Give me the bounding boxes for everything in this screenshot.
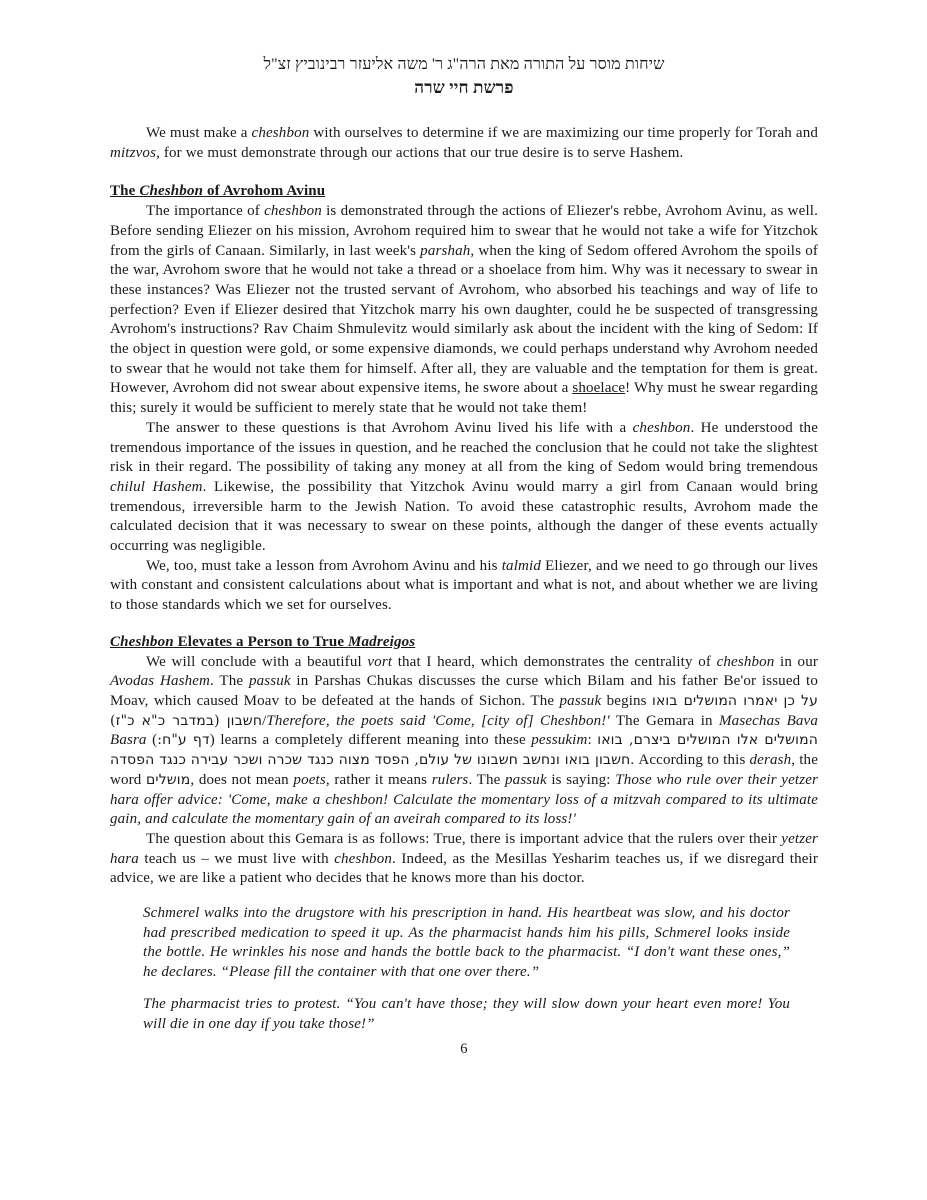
text-run: Masechas Bava Basra — [110, 712, 818, 749]
text-run: pessukim — [531, 732, 588, 749]
text-run: Cheshbon — [110, 633, 174, 650]
text-run: The importance of — [146, 203, 265, 220]
text-run: ! Why must he swear regarding this; surely it would be sufficient to merely state that he would not take them! — [110, 380, 819, 417]
text-run: parshah — [420, 242, 471, 259]
text-run: The — [110, 183, 140, 200]
paragraph-lesson-from-avrohom — [110, 557, 818, 616]
text-run: The pharmacist tries to protest. “You can't have those; they will slow down your heart even more! You will die in one day if you take those!” — [143, 995, 790, 1032]
text-run: poets — [293, 771, 326, 788]
text-run: is demonstrated through the actions of Eliezer's rebbe, Avrohom Avinu, as well. Before sending Eliezer on his mission, Avrohom required him to swear that he would not take a wife for Yitzchok from the girls of Canaan. Similarly, in last week's — [110, 203, 818, 259]
text-run: cheshbon — [716, 653, 775, 670]
text-run: Those who rule over their yetzer hara offer advice: 'Come, make a cheshbon! Calculate the momentary loss of a mitzvah compared to its ultimate gain, and calculate the momentary gain of an aveirah compared to its loss!' — [110, 771, 819, 828]
text-run: teach us – we must live with — [138, 850, 335, 867]
paragraph-answer-to-questions — [110, 419, 818, 557]
text-run: shoelace — [572, 380, 626, 397]
text-run: We must make a — [146, 125, 252, 141]
document-header — [110, 53, 818, 100]
text-run: ( — [146, 732, 158, 749]
text-run: with ourselves to determine if we are maximizing our time properly for Torah and — [309, 125, 818, 141]
paragraph-vort-parshas-chukas — [110, 653, 818, 830]
text-run: talmid — [501, 557, 541, 574]
text-run: cheshbon — [251, 125, 310, 141]
text-run: rulers — [431, 771, 469, 788]
text-run: Elevates a Person to True — [173, 633, 349, 650]
text-run: mitzvos — [110, 144, 157, 161]
text-run: , rather it means — [325, 771, 432, 788]
text-run: The question about this Gemara is as follows: True, there is important advice that the rulers over their — [146, 830, 782, 847]
text-run: , does not mean — [190, 771, 294, 788]
text-run: The Gemara in — [609, 712, 720, 729]
text-run: passuk — [559, 692, 602, 709]
text-run: is saying: — [546, 771, 616, 788]
text-run: cheshbon — [632, 419, 691, 436]
text-run: ) learns a completely different meaning into these — [209, 732, 532, 749]
text-run: Madreigos — [348, 633, 416, 650]
text-run: Therefore, the poets said 'Come, [city of] Cheshbon!' — [266, 712, 610, 729]
hebrew-title: שיחות מוסר על התורה מאת הרה"ג ר' משה אליעזר רבינוביץ זצ"ל — [263, 56, 665, 73]
text-run: , for we must demonstrate through our actions that our true desire is to serve Hashem. — [156, 144, 684, 161]
text-run: in Parshas Chukas discusses the curse which Bilam and his father Be'or issued to Moav, which caused Moav to be defeated at the hands of Sichon. The — [110, 673, 819, 709]
text-run: . He understood the tremendous importance of the issues in question, and he reached the conclusion that he could not take the slightest risk in their regard. The possibility of taking any money at all from the king of Sedom would bring tremendous — [110, 419, 818, 476]
hebrew-text-run: על כן יאמרו המושלים בואו חשבון (במדבר כ"א כ"ז) — [110, 692, 818, 729]
section-heading-cheshbon-of-avrohom-avinu — [110, 182, 818, 202]
text-run: cheshbon — [334, 850, 393, 867]
text-run: Eliezer, and we need to go through our lives with constant and consistent calculations about what is important and what is not, and about whether we are living to those standards which we set for ourselves. — [110, 557, 819, 614]
text-run: Schmerel walks into the drugstore with his prescription in hand. His heartbeat was slow, and his doctor had prescribed medication to speed it up. As the pharmacist hands him his pills, Schmerel looks inside the bottle. He wrinkles his nose and hands the bottle back to the pharmacist. “I don't want these ones,” he declares. “Please fill the container with that one over there.” — [143, 905, 790, 981]
text-run: cheshbon — [264, 203, 322, 220]
text-run: Avodas Hashem — [110, 673, 211, 690]
text-run: derash — [749, 752, 792, 769]
text-run: that I heard, which demonstrates the centrality of — [392, 653, 717, 670]
text-run: in our — [774, 653, 818, 670]
hebrew-parsha-title: פרשת חיי שרה — [414, 78, 514, 97]
text-run: passuk — [505, 771, 547, 788]
blockquote-schmerel-drugstore — [143, 904, 790, 983]
text-run: . Likewise, the possibility that Yitzchok Avinu would marry a girl from Canaan would bring tremendous, irreversible harm to the Jewish Nation. To avoid these catastrophic results, Avrohom made the calculated decision that it was necessary to swear on these points, although the danger of these events actually occurring was negligible. — [110, 478, 818, 555]
text-run: . Indeed, as the Mesillas Yesharim teaches us, if we disregard their advice, we are like a patient who decides that he knows more than his doctor. — [110, 850, 818, 887]
text-run: chilul Hashem — [110, 478, 203, 495]
text-run: begins — [601, 692, 653, 709]
intro-paragraph — [110, 124, 818, 163]
text-run: : — [587, 732, 598, 749]
section-heading-cheshbon-elevates — [110, 633, 818, 653]
text-run: vort — [367, 653, 393, 670]
text-run: , the word — [110, 752, 819, 788]
text-run: , when the king of Sedom offered Avrohom the spoils of the war, Avrohom swore that he would not take a thread or a shoelace from him. Why was it necessary to swear in these instances? Was Eliezer not the trusted servant of Avrohom, who absorbed his teachings and way of life to perfection? Even if Eliezer desired that Yitzchok marry his own daughter, could he be suspected of transgressing Avrohom's instructions? Rav Chaim Shmulevitz would similarly ask about the incident with the king of Sedom: If the object in question were gold, or some expensive diamonds, we could perhaps understand why Avrohom needed to swear that he would not take them for himself. After all, they are valuable and the temptation for them is great. However, Avrohom did not swear about expensive items, he swore about a — [110, 242, 818, 397]
hebrew-text-run: המושלים אלו המושלים ביצרם, בואו חשבון בואו ונחשב חשבונו של עולם, הפסד מצוה כנגד שכרה ושכר עבירה כנגד הפסדה — [110, 732, 818, 769]
paragraph-question-about-gemara — [110, 830, 818, 889]
hebrew-text-run: דף ע"ח: — [157, 732, 210, 749]
text-run: We will conclude with a beautiful — [146, 653, 368, 670]
paragraph-importance-of-cheshbon — [110, 202, 818, 419]
text-run: of Avrohom Avinu — [203, 183, 326, 200]
text-run: . The — [468, 771, 506, 788]
text-run: passuk — [248, 673, 291, 690]
text-run: . The — [210, 673, 249, 690]
text-run: The answer to these questions is that Avrohom Avinu lived his life with a — [146, 419, 633, 436]
hebrew-text-run: מושלים — [146, 771, 191, 788]
text-run: Cheshbon — [139, 183, 204, 200]
text-run: / — [262, 712, 267, 729]
blockquote-pharmacist-protest — [143, 995, 790, 1034]
page-number: 6 — [460, 1041, 468, 1058]
text-run: . According to this — [630, 752, 750, 769]
text-run: yetzer hara — [110, 830, 818, 867]
text-run: We, too, must take a lesson from Avrohom Avinu and his — [146, 557, 502, 574]
